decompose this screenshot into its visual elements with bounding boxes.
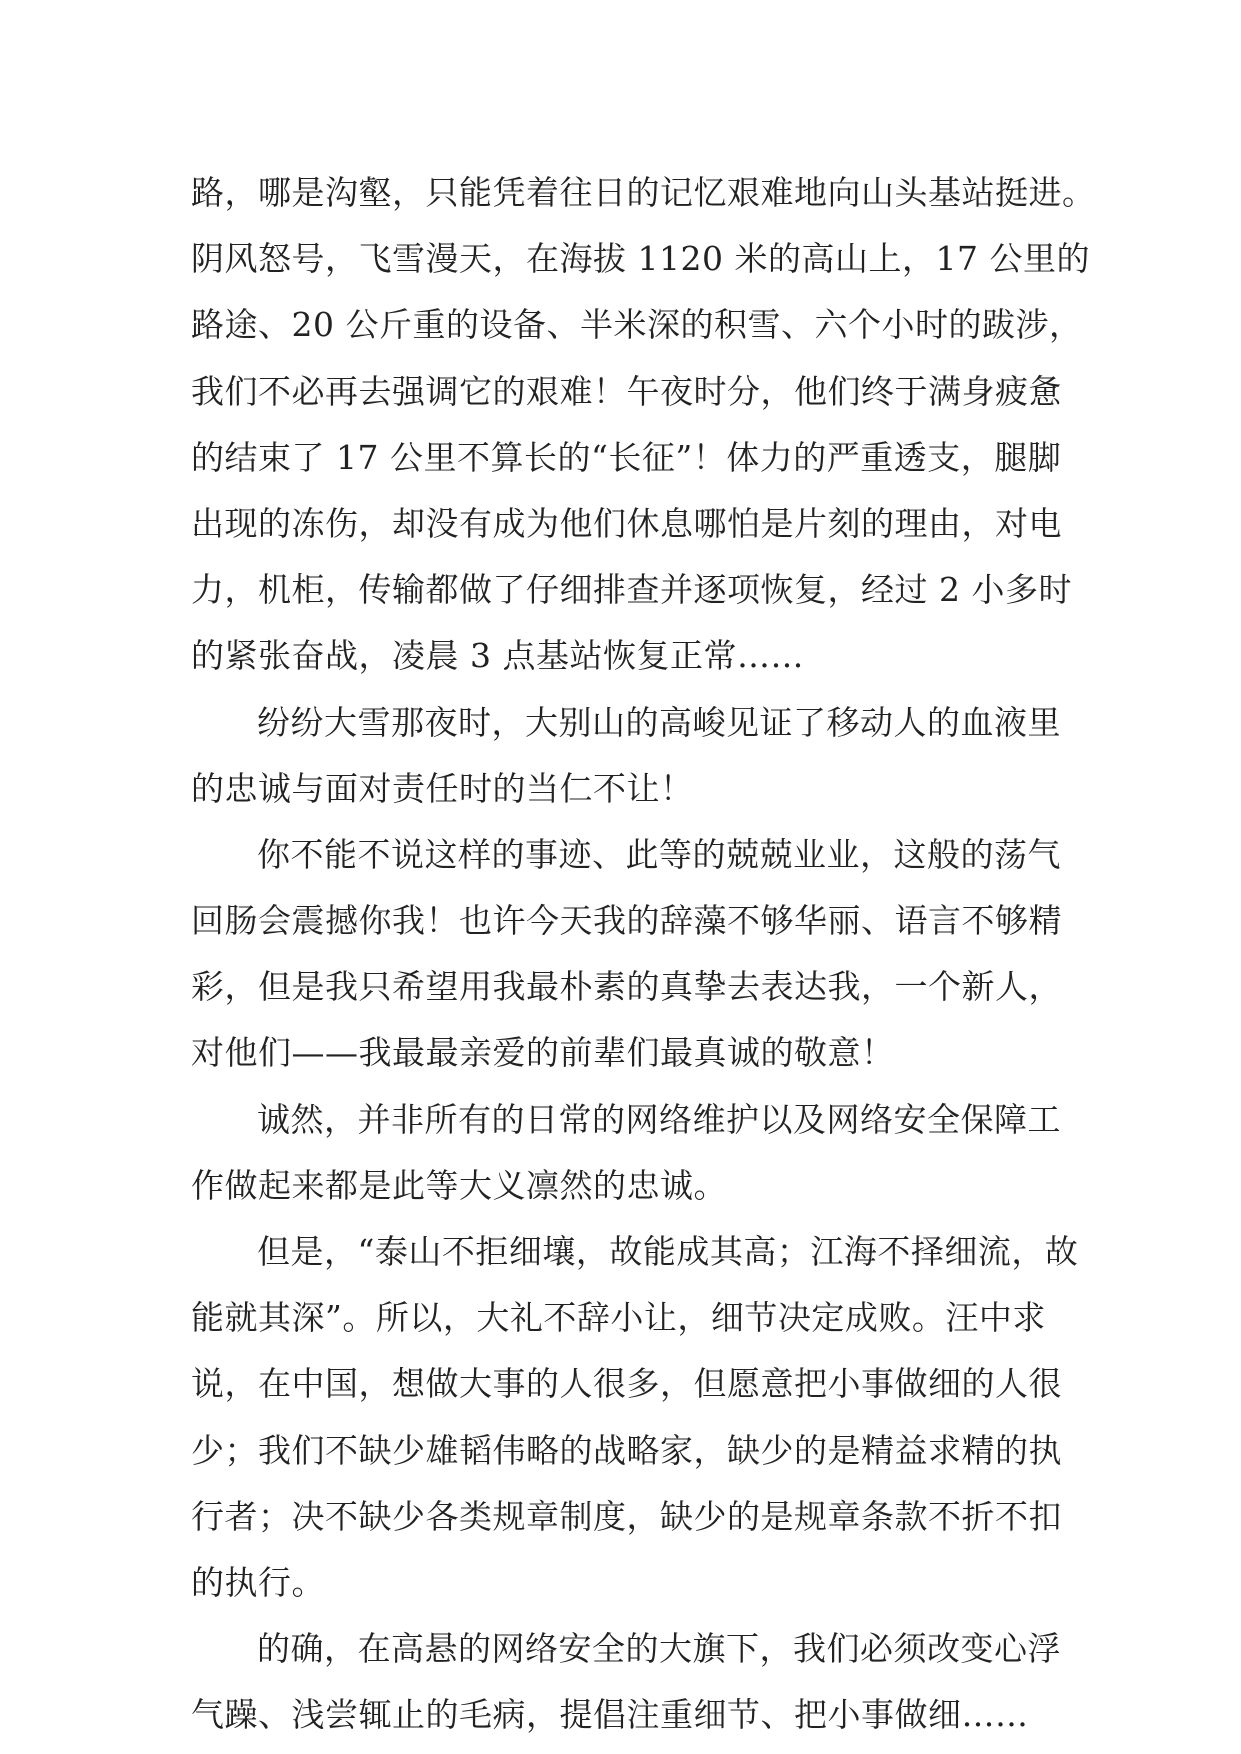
text-line: 的结束了 17 公里不算长的“长征”！体力的严重透支，腿脚 <box>191 437 1062 477</box>
text-line: 出现的冻伤，却没有成为他们休息哪怕是片刻的理由，对电 <box>191 503 1062 543</box>
text-line: 纷纷大雪那夜时，大别山的高峻见证了移动人的血液里 <box>257 702 1061 742</box>
text-line: 诚然，并非所有的日常的网络维护以及网络安全保障工 <box>257 1099 1061 1139</box>
text-line: 气躁、浅尝辄止的毛病，提倡注重细节、把小事做细…… <box>191 1695 1029 1735</box>
text-line: 的确，在高悬的网络安全的大旗下，我们必须改变心浮 <box>257 1629 1061 1669</box>
text-line: 路，哪是沟壑，只能凭着往日的记忆艰难地向山头基站挺进。 <box>191 173 1096 212</box>
text-line: 对他们——我最最亲爱的前辈们最真诚的敬意！ <box>191 1033 895 1073</box>
text-line: 路途、20 公斤重的设备、半米深的积雪、六个小时的跋涉， <box>191 305 1083 345</box>
document-body <box>191 160 1096 1749</box>
text-line: 的忠诚与面对责任时的当仁不让！ <box>191 768 694 808</box>
text-line: 的紧张奋战，凌晨 3 点基站恢复正常…… <box>191 636 804 676</box>
text-line: 的执行。 <box>191 1562 325 1602</box>
text-line: 作做起来都是此等大义凛然的忠诚。 <box>191 1165 727 1205</box>
text-line: 少；我们不缺少雄韬伟略的战略家，缺少的是精益求精的执 <box>191 1430 1062 1470</box>
text-line: 回肠会震撼你我！也许今天我的辞藻不够华丽、语言不够精 <box>191 901 1062 941</box>
text-line: 力，机柜，传输都做了仔细排查并逐项恢复，经过 2 小多时 <box>191 570 1072 610</box>
text-line: 阴风怒号，飞雪漫天，在海拔 1120 米的高山上，17 公里的 <box>191 239 1090 279</box>
text-line: 行者；决不缺少各类规章制度，缺少的是规章条款不折不扣 <box>191 1496 1062 1536</box>
text-line: 彩，但是我只希望用我最朴素的真挚去表达我，一个新人， <box>191 967 1062 1007</box>
text-line: 说，在中国，想做大事的人很多，但愿意把小事做细的人很 <box>191 1364 1062 1404</box>
text-line: 但是，“泰山不拒细壤，故能成其高；江海不择细流，故 <box>257 1232 1079 1271</box>
text-line: 我们不必再去强调它的艰难！午夜时分，他们终于满身疲惫 <box>191 371 1062 411</box>
text-line: 你不能不说这样的事迹、此等的兢兢业业，这般的荡气 <box>257 834 1061 874</box>
text-line: 能就其深”。所以，大礼不辞小让，细节决定成败。汪中求 <box>191 1298 1046 1338</box>
